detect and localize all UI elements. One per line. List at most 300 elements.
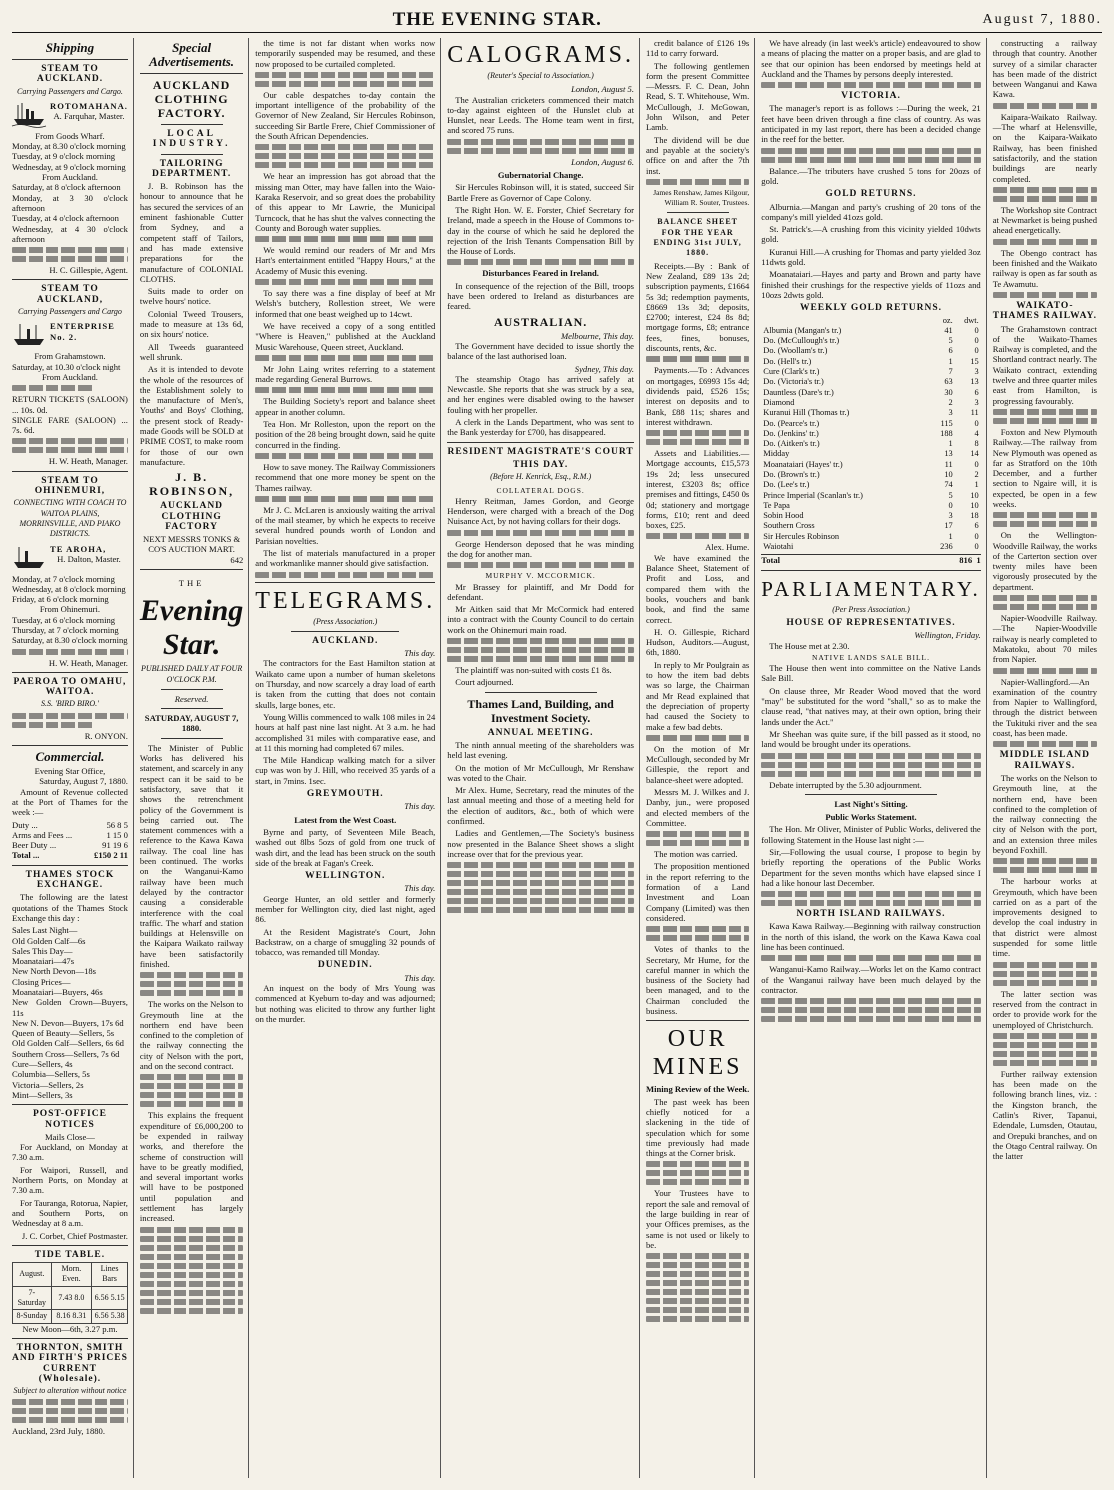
news-paragraph: In consequence of the rejection of the Bill, troops have been ordered to Ireland as disturbances are feared. — [447, 280, 634, 312]
reuters-line: (Reuter's Special to Association.) — [487, 71, 594, 80]
table-cell: 13 — [970, 377, 979, 387]
table-cell: 188 — [940, 428, 953, 438]
case-heading: COLLATERAL DOGS. — [496, 485, 585, 495]
table-row — [761, 542, 980, 552]
press-association: (Per Press Association.) — [832, 604, 910, 614]
court-heading: RESIDENT MAGISTRATE'S COURT — [447, 446, 634, 457]
small-print — [140, 1101, 243, 1107]
small-print — [140, 1092, 243, 1098]
news-paragraph: Balance.—The tributers have crushed 5 tons for 20ozs of gold. — [761, 165, 981, 186]
table-cell: Do. (Brown's tr.) — [763, 469, 820, 479]
news-subheading: Latest from the West Coast. — [294, 814, 397, 825]
dateline: This day. — [404, 972, 436, 983]
news-paragraph: The ninth annual meeting of the shareholders was held last evening. — [447, 739, 634, 761]
small-print — [447, 880, 634, 886]
news-paragraph: Further railway extension has been made on the following branch lines, viz. : the Kingston branch, the Catlin's River, Tapanui, Edendale, Lumsden, Otautau, and Orepuki branches, and on the Otago Central railway. On the latter — [992, 1068, 1097, 1162]
dateline: Sydney, This day. — [574, 363, 634, 374]
table-cell: 3 — [948, 511, 953, 521]
revenue-total — [12, 850, 128, 860]
column-mines-parliament — [761, 38, 986, 1478]
railway-heading: MIDDLE ISLAND RAILWAYS. — [999, 750, 1091, 771]
small-print — [993, 595, 1097, 601]
ship-master: H. Dalton, Master. — [57, 553, 121, 564]
table-cell: Cure (Clark's tr.) — [763, 367, 820, 377]
divider — [761, 570, 980, 571]
exchange-line: Queen of Beauty—Sellers, 5s — [12, 1028, 115, 1039]
news-paragraph: Ladies and Gentlemen,—The Society's business now presented in the Balance Sheet shows a slight increase over that for the previous year. — [447, 828, 634, 859]
table-cell: Midday — [763, 449, 790, 459]
small-print — [761, 1007, 980, 1013]
dateline: London, August 6. — [571, 156, 634, 167]
divider — [12, 1104, 128, 1105]
gold-returns-heading: GOLD RETURNS. — [825, 189, 917, 200]
table-cell: 1 — [974, 480, 979, 490]
small-print — [140, 1236, 243, 1242]
news-paragraph: Our cable despatches to-day contain the important intelligence of the probability of the Governor of New Zealand, Sir Hercules Robinson, succeeding Sir Bartle Frere, Chief Commissioner of the South African Dependencies. — [255, 89, 436, 142]
table-cell: 2 — [948, 397, 953, 407]
revenue-label: Total ... — [12, 850, 40, 861]
table-cell: 18 — [970, 511, 979, 521]
ad-heading: STEAM TO OHINEMURI, — [34, 475, 106, 497]
small-print — [646, 439, 749, 445]
table-row — [761, 388, 980, 398]
table-cell: 63 — [944, 377, 953, 387]
small-print — [255, 144, 435, 150]
exchange-intro: The following are the latest quotations of the Thames Stock Exchange this day : — [12, 892, 128, 923]
small-print — [993, 1033, 1097, 1039]
news-paragraph: Tea Hon. Mr Rolleston, upon the report on the position of the 28 being brought down, said he quite concurred in the finding. — [255, 419, 436, 450]
schedule-line: Monday, at 8.30 o'clock morning — [12, 141, 126, 152]
news-paragraph: Your Trustees have to report the sale and removal of the large building in rear of your Offices premises, as the same is not used or likely to be. — [645, 1188, 750, 1250]
table-cell: 1 — [948, 356, 953, 366]
table-row — [761, 460, 980, 470]
reserved-line: Reserved. — [174, 693, 209, 704]
news-paragraph: The manager's report is as follows :—During the week, 21 feet have been driven through a fine class of country. As was anticipated in my last report, there has been a decided change in the reef for the better. — [761, 103, 981, 145]
table-cell: 0 — [974, 459, 979, 469]
news-paragraph: Sir,—Following the usual course, I propose to begin by briefly reporting the operations of the Public Works Department for the seven months which have elapsed since I had a like honour last December. — [761, 847, 981, 888]
exchange-line: Old Golden Calf—6s — [12, 935, 86, 946]
news-paragraph: In reply to Mr Poulgrain as to how the item bad debts was so large, the Chairman and Mr Read explained that the depreciation of property had caused the Society to make a few bad debts. — [645, 659, 750, 732]
ship-advert — [12, 321, 128, 347]
table-cell: Waiotahi — [763, 542, 794, 552]
news-paragraph: The Building Society's report and balance sheet appear in another column. — [255, 396, 436, 417]
editorial-paragraph: This explains the frequent expenditure of £6,000,200 to be expended in railway works, and therefore the scheme of construction will have to be greatly modified, and several important works will have to be postponed until population and settlement has largely increased. — [139, 1110, 244, 1224]
agent-signature: H. W. Heath, Manager. — [48, 657, 128, 668]
gold-total-row — [761, 554, 980, 565]
revenue-row — [12, 820, 128, 830]
table-cell: 0 — [948, 500, 953, 510]
small-print — [140, 1299, 243, 1305]
small-print — [646, 1271, 749, 1277]
ad-subheading: S.S. 'BIRD BIRO.' — [41, 699, 99, 709]
table-cell: 6 — [948, 346, 953, 356]
agent-signature: H. C. Gillespie, Agent. — [49, 265, 128, 276]
small-print — [993, 103, 1097, 109]
section-heading-shipping: Shipping — [45, 40, 95, 55]
small-print — [447, 259, 634, 265]
small-print — [255, 355, 435, 361]
table-cell: 30 — [944, 387, 953, 397]
column-advertisements — [140, 38, 249, 1478]
small-print — [993, 858, 1097, 864]
news-paragraph: Messrs M. J. Wilkes and J. Danby, jun., were proposed and elected members of the Committee. — [645, 787, 750, 828]
news-paragraph: Mr Aitken said that Mr McCormick had entered into a contract with the County Council to do certain work on the Ohinemuri main road. — [447, 604, 634, 635]
secretary-signature: Alex. Hume. — [705, 542, 750, 553]
ad-signature: J. B. ROBINSON, — [149, 470, 235, 499]
table-cell: 8.16 8.31 — [51, 1310, 92, 1323]
news-paragraph: Votes of thanks to the Secretary, Mr Hume, for the careful manner in which the business of the Society had been managed, and to the Chairman concluded the business. — [645, 944, 750, 1017]
news-paragraph: George Henderson deposed that he was minding the dog for another man. — [447, 538, 634, 559]
table-cell: 14 — [970, 449, 979, 459]
revenue-amount: £150 2 11 — [94, 850, 128, 861]
post-line: For Waipori, Russell, and Northern Ports, on Monday at 7.30 a.m. — [12, 1164, 128, 1196]
table-cell: 74 — [944, 480, 953, 490]
small-print — [140, 1290, 243, 1296]
news-paragraph: Byrne and party, of Seventeen Mile Beach, washed out 8lbs 5ozs of gold from one truck of wash dirt, and the lead has been struck on the south side of the break at Fagan's Creek. — [255, 826, 436, 868]
mining-review-heading: Mining Review of the Week. — [646, 1084, 750, 1095]
divider — [140, 73, 243, 74]
exchange-line: New Golden Crown—Buyers, 11s — [12, 997, 128, 1018]
divider — [161, 154, 223, 155]
table-cell: 7-Saturday — [13, 1286, 52, 1310]
small-print — [646, 1307, 749, 1313]
column-shipping — [12, 38, 134, 1478]
ad-heading: STEAM TO AUCKLAND, — [36, 284, 104, 305]
exchange-line: Moanataiari—47s — [12, 956, 75, 967]
table-cell: 8 — [974, 439, 979, 449]
australian-heading: AUSTRALIAN. — [493, 314, 588, 329]
small-print — [12, 649, 128, 655]
news-paragraph: George Hunter, an old settler and formerly member for Wellington city, died last night, aged 86. — [255, 893, 436, 925]
schedule-line: From Auckland. — [42, 172, 98, 183]
dateline-heading: DUNEDIN. — [317, 960, 373, 971]
table-header: dwt. — [964, 315, 979, 325]
divider — [12, 471, 128, 472]
news-paragraph: The Hon. Mr Oliver, Minister of Public Works, delivered the following Statement in the House last night :— — [761, 824, 981, 845]
ad-subheading: Carrying Passengers and Cargo — [17, 307, 122, 317]
small-print — [140, 981, 243, 987]
table-row — [761, 521, 980, 531]
ad-paragraph: All Tweeds guaranteed well shrunk. — [139, 341, 244, 362]
table-cell: Do. (Pearce's tr.) — [763, 418, 820, 428]
news-paragraph: On the motion of Mr McCullough, seconded by Mr Gillespie, the report and balance-sheet were adopted. — [645, 743, 750, 785]
dateline: This day. — [404, 883, 436, 894]
balance-paragraph: Payments.—To : Advances on mortgages, £6993 15s 4d; dividends paid, £526 15s; interest on deposits and to Bank, £88 11s; shares and interest withdrawn. — [645, 365, 750, 427]
table-cell: 0 — [974, 531, 979, 541]
schedule-line: Saturday, at 8 o'clock afternoon — [12, 182, 121, 193]
table-row — [761, 491, 980, 501]
news-paragraph: credit balance of £126 19s 11d to carry forward. — [645, 38, 750, 59]
ad-subheading: CONNECTING WITH COACH TO WAITOA PLAINS, MORRINSVILLE, AND PIAKO DISTRICTS. — [13, 498, 127, 539]
column-local-news — [255, 38, 441, 1478]
exchange-line: Sales Last Night— — [12, 925, 78, 936]
news-paragraph: The proposition mentioned in the report referring to the formation of a Land Investment and Loan Company (Limited) was then considered. — [645, 861, 750, 923]
schedule-line: Wednesday, at 9 o'clock morning — [12, 161, 126, 172]
news-paragraph: An inquest on the body of Mrs Young was commenced at Kyeburn to-day and was adjourned; but nothing was elicited to throw any further light on the murder. — [255, 983, 436, 1024]
dateline-heading: AUCKLAND. — [312, 635, 379, 646]
table-cell: 115 — [940, 418, 953, 428]
small-print — [255, 572, 435, 578]
table-cell: Diamond — [763, 397, 795, 407]
small-print — [761, 900, 980, 906]
small-print — [993, 512, 1097, 518]
divider — [12, 279, 128, 280]
table-cell: 6.56 5.38 — [92, 1310, 128, 1323]
small-print — [12, 1399, 128, 1405]
table-cell: 10 — [970, 490, 979, 500]
news-paragraph: Court adjourned. — [455, 677, 514, 688]
small-print — [140, 1083, 243, 1089]
table-cell: 0 — [974, 336, 979, 346]
small-print — [646, 356, 749, 362]
small-print — [761, 1016, 980, 1022]
news-paragraph: Henry Reitman, James Gordon, and George Henderson, were charged with a breach of the Dog Nuisance Act, by not having collars for their dogs. — [447, 495, 634, 527]
small-print — [255, 153, 435, 159]
divider — [291, 631, 399, 632]
news-subheading: Disturbances Feared in Ireland. — [482, 268, 599, 279]
small-print — [993, 741, 1097, 747]
evening-star-masthead: Evening Star. — [139, 594, 244, 662]
table-row — [761, 336, 980, 346]
issue-date: August 7, 1880. — [982, 12, 1102, 27]
ad-address: NEXT MESSRS TONKS & CO'S AUCTION MART. — [143, 534, 241, 555]
small-print — [255, 279, 435, 285]
ad-heading: THAMES STOCK EXCHANGE. — [25, 869, 115, 891]
exchange-line: Old Golden Calf—Sellers, 6s 6d — [12, 1038, 124, 1049]
gold-total-oz: 816 — [959, 555, 973, 566]
table-header: oz. — [942, 315, 953, 325]
commercial-office: Evening Star Office, — [34, 766, 106, 777]
news-paragraph: The contractors for the East Hamilton station at Waikato came upon a number of human skeletons on Thursday, and now scarcely a dray load of earth is taken from the cutting that does not contain skulls, large bones, etc. — [255, 658, 436, 710]
news-paragraph: The motion was carried. — [653, 849, 738, 860]
table-row — [761, 367, 980, 377]
small-print — [140, 1272, 243, 1278]
ship-advert — [12, 101, 128, 127]
small-print — [993, 1051, 1097, 1057]
table-cell: 3 — [974, 397, 979, 407]
small-print — [447, 139, 634, 145]
small-print — [12, 447, 128, 453]
dateline: This day. — [404, 648, 436, 659]
small-print — [12, 256, 128, 262]
table-cell: 4 — [974, 428, 979, 438]
table-cell: Moanataiari (Hayes' tr.) — [763, 459, 843, 469]
divider — [12, 672, 128, 673]
gold-total-label: Total — [761, 555, 781, 566]
news-paragraph: The House met at 2.30. — [769, 640, 850, 651]
table-row — [761, 377, 980, 387]
editorial-paragraph: The Minister of Public Works has delivered his statement, and scarcely in any respect can it be said to be satisfactory, save that it shows the retrenchment policy of the Government is being carried out. The statement commences with a reference to the Kawa Kawa railway. The coal line has been continued. The works on the Wanganui-Kamo railway have been much delayed by the contractor causing a considerable interference with the coal traffic. The wharf and station buildings at Helensville on the Kaipara Waikato railway have been satisfactorily finished. — [139, 742, 244, 969]
news-paragraph: On clause three, Mr Reader Wood moved that the word "may" be substituted for the word "shall," so as to make the clause read, "that natives may, at their own option, bring their lands under the Act." — [761, 685, 981, 727]
small-print — [993, 971, 1097, 977]
small-print — [447, 638, 634, 644]
small-print — [993, 962, 1097, 968]
small-print — [12, 713, 128, 719]
news-paragraph: On the motion of Mr McCullough, Mr Renshaw was voted to the Chair. — [447, 762, 634, 783]
table-cell: Albumia (Mangan's tr.) — [763, 325, 842, 335]
table-cell: 15 — [970, 356, 979, 366]
schedule-line: Friday, at 6 o'clock morning — [12, 594, 109, 605]
schedule-line: Thursday, at 7 o'clock morning — [12, 624, 119, 635]
table-row — [761, 480, 980, 490]
small-print — [646, 840, 749, 846]
small-print — [761, 891, 980, 897]
table-cell: 0 — [974, 346, 979, 356]
railway-heading: WAIKATO-THAMES RAILWAY. — [992, 300, 1097, 322]
small-print — [12, 722, 93, 728]
news-paragraph: The Grahamstown contract of the Waikato-Thames Railway is completed, and the Shortland contract nearly. The Waikato contract, extending twelve and three quarter miles east from Hamilton, is progressing favourably. — [992, 323, 1097, 406]
table-row — [761, 532, 980, 542]
small-print — [447, 647, 634, 653]
small-print — [646, 1253, 749, 1259]
news-paragraph: Mr J. C. McLaren is anxiously waiting the arrival of the mail steamer, by which he expects to receive several hundred pounds worth of London and Parisian novelties. — [255, 504, 436, 546]
table-cell: 10 — [944, 469, 953, 479]
revenue-label: Beer Duty ... — [12, 840, 57, 851]
news-paragraph: Mr Sheehan was quite sure, if the bill passed as it stood, no land would be brought under its operations. — [761, 728, 981, 750]
small-print — [140, 990, 243, 996]
schedule-line: Wednesday, at 8 o'clock morning — [12, 583, 126, 594]
table-header: Morn. Even. — [51, 1263, 92, 1287]
table-row — [13, 1310, 128, 1323]
ad-heading: PAEROA TO OMAHU, WAITOA. — [13, 676, 127, 698]
news-paragraph: We hear an impression has got abroad that the missing man Otter, may have fallen into the Waio-Karaka Reservoir, and so great does the probability of this appear to Mr Lawrie, the Municipal Turncock, that he has shut the valves connecting the County and Borough water supplies. — [255, 171, 436, 233]
news-paragraph: Mr Brassey for plaintiff, and Mr Dodd for defendant. — [447, 581, 634, 602]
divider — [12, 1338, 128, 1339]
dateline: This day. — [404, 801, 436, 812]
ad-paragraph: Suits made to order on twelve hours' notice. — [139, 286, 244, 307]
small-print — [993, 1042, 1097, 1048]
masthead — [12, 8, 1102, 33]
exchange-line: Moanataiari—Buyers, 46s — [12, 987, 103, 997]
schedule-line: From Grahamstown. — [34, 351, 106, 362]
table-row — [761, 346, 980, 356]
small-print — [761, 998, 980, 1004]
news-paragraph: Kuranui Hill.—A crushing for Thomas and party yielded 3oz 11dwts gold. — [761, 246, 981, 268]
small-print — [993, 187, 1097, 193]
ship-name: TE AROHA, — [50, 543, 107, 554]
revenue-amount: 56 8 5 — [106, 819, 128, 830]
schedule-line: Monday, at 3 30 o'clock afternoon — [12, 192, 128, 213]
ad-heading: AUCKLAND CLOTHING FACTORY — [160, 501, 224, 532]
news-paragraph: On the Wellington-Woodville Railway, the works of the Carterton section over twenty miles have been vigorously prosecuted by the department. — [992, 530, 1097, 592]
divider — [161, 738, 223, 739]
dateline: Melbourne, This day. — [560, 330, 634, 341]
news-paragraph: St. Patrick's.—A crushing from this vicinity yielded 10dwts gold. — [761, 224, 981, 245]
small-print — [140, 1245, 243, 1251]
small-print — [255, 72, 435, 78]
schedule-line: Monday, at 7 o'clock morning — [12, 573, 115, 584]
ship-master: A. Farquhar, Master. — [53, 111, 125, 122]
small-print — [646, 179, 749, 185]
small-print — [646, 1280, 749, 1286]
news-paragraph: The steamship Otago has arrived safely at Newcastle. She reports that she was struck by a sea, and her engines were disabled owing to the hawser fouling with her propeller. — [447, 373, 634, 415]
table-cell: 7 — [948, 367, 953, 377]
small-print — [993, 409, 1097, 415]
table-cell: 1 — [948, 439, 953, 449]
divider — [12, 1245, 128, 1246]
gold-total-dwt: 1 — [976, 555, 981, 566]
table-cell: 0 — [974, 418, 979, 428]
ship-name: ROTOMAHANA. — [50, 100, 128, 111]
editorial-date: SATURDAY, AUGUST 7, 1880. — [144, 713, 239, 734]
table-cell: 2 — [974, 469, 979, 479]
telegrams-heading: TELEGRAMS. — [255, 587, 436, 614]
small-print — [140, 972, 243, 978]
house-heading: HOUSE OF REPRESENTATIVES. — [786, 617, 956, 628]
table-cell: 11 — [970, 408, 979, 418]
table-cell: 6.56 5.15 — [92, 1286, 128, 1310]
divider — [161, 124, 223, 125]
news-paragraph: The Right Hon. W. E. Forster, Chief Secretary for Ireland, made a speech in the House of Commons to-day in the course of which he said he deplored the rejection of the Irish Tenants Compensation Bill by the House of Lords. — [447, 204, 634, 257]
table-row — [761, 511, 980, 521]
tide-moon: New Moon—6th, 3.27 p.m. — [22, 1323, 118, 1334]
small-print — [993, 604, 1097, 610]
balance-paragraph: We have examined the Balance Sheet, Statement of Profit and Loss, and compared them with the books, vouchers and bank book, and find the same correct. — [645, 552, 750, 625]
small-print — [255, 236, 435, 242]
table-cell: 17 — [944, 521, 953, 531]
table-cell: Do. (Jenkins' tr.) — [763, 428, 819, 438]
table-cell: Sir Hercules Robinson — [763, 531, 840, 541]
ad-heading: STEAM TO AUCKLAND. — [36, 64, 104, 85]
news-paragraph: Napier-Wallingford.—An examination of the country from Napier to Wallingford, through the district between the Tukituki river and the sea coast, has been made. — [992, 676, 1097, 739]
small-print — [12, 385, 93, 391]
news-paragraph: Moanataiari.—Hayes and party and Brown and party have finished their crushings for the respective yields of 11ozs and 10ozs 2dwts gold. — [761, 269, 981, 300]
table-row — [761, 429, 980, 439]
small-print — [255, 387, 435, 393]
news-paragraph: The following gentlemen form the present Committee—Messrs. F. C. Dean, John Read, S. T. Whitehouse, Wm. McCullough, J. McGowan, John Wilson, and Peter Lamb. — [645, 60, 750, 133]
table-cell: Do. (Lee's tr.) — [763, 480, 810, 490]
news-paragraph: Kawa Kawa Railway.—Beginning with railway construction in the north of this island, the work on the Kawa Kawa coal line has been continued. — [761, 921, 981, 953]
table-row — [761, 408, 980, 418]
small-print — [12, 1417, 128, 1423]
small-print — [255, 162, 435, 168]
small-print — [447, 898, 634, 904]
columns — [12, 38, 1102, 1478]
table-row — [761, 357, 980, 367]
tide-table-title: TIDE TABLE. — [34, 1249, 106, 1260]
ad-number: 642 — [230, 554, 244, 565]
news-paragraph: The works on the Nelson to Greymouth line, at the northern end, have been confined to the completion of the railway connecting the city of Nelson with the port, and an extension three miles beyond Foxhill. — [992, 772, 1097, 855]
small-print — [993, 239, 1097, 245]
news-paragraph: Mr Alex. Hume, Secretary, read the minutes of the last annual meeting and those of a meeting held for the election of auditors, &c., both of which were confirmed. — [447, 785, 634, 827]
small-print — [646, 1170, 749, 1176]
ad-heading: POST-OFFICE NOTICES — [32, 1109, 107, 1130]
small-print — [255, 496, 435, 502]
small-print — [447, 871, 634, 877]
table-header-row — [761, 316, 980, 326]
ad-subheading: Subject to alteration without notice — [13, 1386, 127, 1396]
news-paragraph: Wanganui-Kamo Railway.—Works let on the Kamo contract of the Wanganui railway have been much delayed by the contractor. — [761, 964, 981, 995]
table-row — [13, 1286, 128, 1310]
news-paragraph: Kaipara-Waikato Railway.—The wharf at Helensville, on the Kaipara-Waikato Railway, has been finished satisfactorily, and the station buildings are nearly completed. — [992, 111, 1097, 184]
table-row — [761, 398, 980, 408]
small-print — [447, 562, 634, 568]
news-paragraph: Debate interrupted by the 5.30 adjournment. — [769, 779, 922, 790]
news-paragraph: The Government have decided to issue shortly the balance of the last authorised loan. — [447, 340, 634, 362]
small-print — [646, 1179, 749, 1185]
small-print — [646, 831, 749, 837]
news-paragraph: the time is not far distant when works now temporarily suspended may be resumed, and these now proposed to be curtailed completed. — [255, 38, 436, 69]
schedule-line: Tuesday, at 4 o'clock afternoon — [12, 213, 119, 224]
news-paragraph: The Mile Handicap walking match for a silver cup was won by J. Hill, who received 35 yards of a start, in 7mins. 1sec. — [255, 755, 436, 786]
exchange-line: Southern Cross—Sellers, 7s 6d — [12, 1048, 120, 1059]
ad-heading: LOCAL INDUSTRY. — [152, 129, 231, 150]
exchange-line: Victoria—Sellers, 2s — [12, 1079, 84, 1090]
news-paragraph: The latter section was reserved from the contract in order to provide work for the unemployed of Christchurch. — [992, 988, 1097, 1030]
small-print — [993, 668, 1097, 674]
news-paragraph: The House then went into committee on the Native Lands Sale Bill. — [761, 663, 981, 684]
news-paragraph: Foxton and New Plymouth Railway.—The railway from New Plymouth was opened as far as Stratford on the 10th December, and a further section to Ngaire will, it is expected, be open in a few weeks. — [992, 426, 1097, 509]
